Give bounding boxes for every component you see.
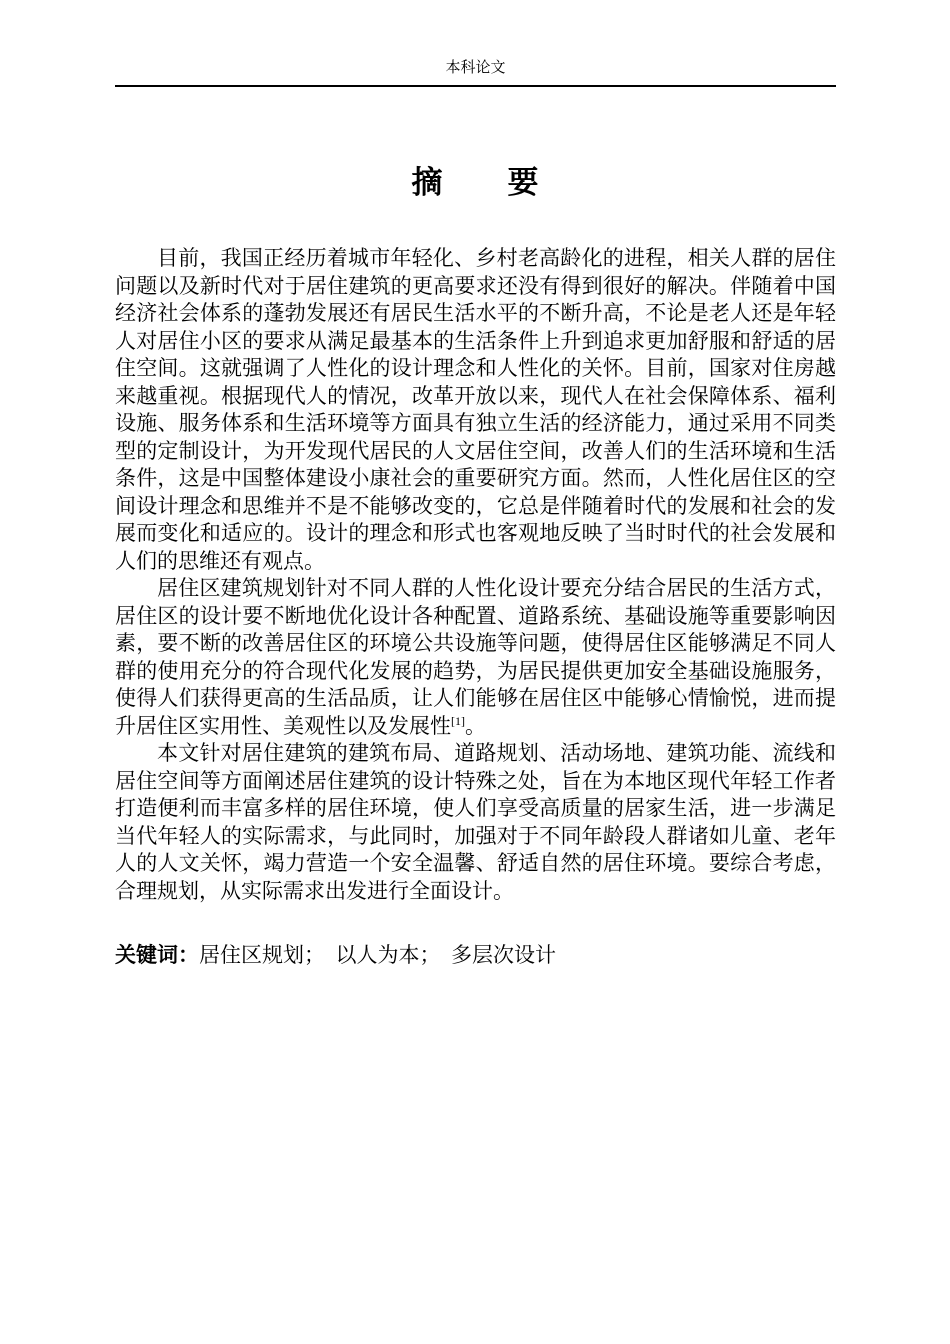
abstract-paragraph-3: 本文针对居住建筑的建筑布局、道路规划、活动场地、建筑功能、流线和居住空间等方面阐述居住建筑的设计特殊之处，旨在为本地区现代年轻工作者打造便利而丰富多样的居住环境，使人们享受高质量的居家生活，进一步满足当代年轻人的实际需求，与此同时，加强对于不同年龄段人群诸如儿童、老年人的人文关怀，竭力营造一个安全温馨、舒适自然的居住环境。要综合考虑，合理规划，从实际需求出发进行全面设计。	[115, 741, 836, 903]
paragraph-2-text: 居住区建筑规划针对不同人群的人性化设计要充分结合居民的生活方式，居住区的设计要不断地优化设计各种配置、道路系统、基础设施等重要影响因素，要不断的改善居住区的环境公共设施等问题，使得居住区能够满足不同人群的使用充分的符合现代化发展的趋势，为居民提供更加安全基础设施服务，使得人们获得更高的生活品质，让人们能够在居住区中能够心情愉悦，进而提升居住区实用性、美观性以及发展性	[115, 576, 836, 738]
keywords-value: 居住区规划； 以人为本； 多层次设计	[199, 943, 556, 967]
abstract-paragraph-2	[115, 575, 836, 740]
keywords-line	[115, 941, 836, 970]
abstract-paragraph-1: 目前，我国正经历着城市年轻化、乡村老高龄化的进程，相关人群的居住问题以及新时代对于居住建筑的更高要求还没有得到很好的解决。伴随着中国经济社会体系的蓬勃发展还有居民生活水平的不断升高，不论是老人还是年轻人对居住小区的要求从满足最基本的生活条件上升到追求更加舒服和舒适的居住空间。这就强调了人性化的设计理念和人性化的关怀。目前，国家对住房越来越重视。根据现代人的情况，改革开放以来，现代人在社会保障体系、福利设施、服务体系和生活环境等方面具有独立生活的经济能力，通过采用不同类型的定制设计，为开发现代居民的人文居住空间，改善人们的生活环境和生活条件，这是中国整体建设小康社会的重要研究方面。然而，人性化居住区的空间设计理念和思维并不是不能够改变的，它总是伴随着时代的发展和社会的发展而变化和适应的。设计的理念和形式也客观地反映了当时时代的社会发展和人们的思维还有观点。	[115, 246, 836, 573]
page-header	[115, 58, 836, 87]
citation-reference: [1]	[451, 713, 465, 728]
paragraph-2-period: 。	[465, 713, 486, 738]
keywords-label: 关键词：	[115, 944, 199, 967]
abstract-title: 摘 要	[411, 165, 540, 200]
abstract-section	[115, 165, 836, 970]
page-header-text: 本科论文	[445, 60, 506, 76]
